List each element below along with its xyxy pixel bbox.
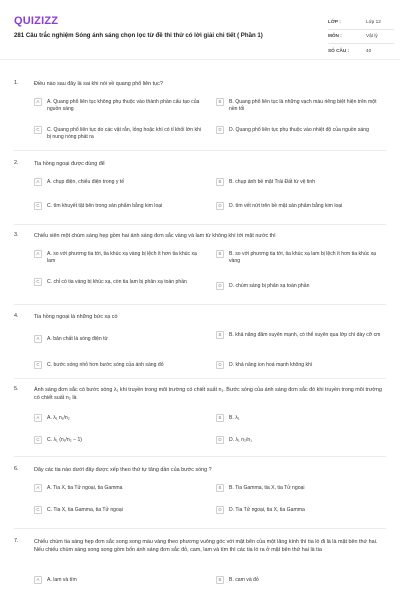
option-d[interactable] (216, 202, 386, 210)
option-letter-box[interactable]: B (216, 576, 224, 584)
meta-box (328, 15, 394, 59)
option-b[interactable] (216, 331, 386, 339)
question-number: 4. (14, 313, 19, 319)
option-b[interactable] (216, 98, 386, 113)
option-letter-box[interactable]: C (34, 278, 42, 286)
option-letter-box[interactable]: B (216, 250, 224, 258)
question-number: 5. (14, 386, 19, 392)
option-text: A. bản chất là sóng điện từ (47, 335, 108, 342)
option-d[interactable] (216, 436, 386, 444)
option-a[interactable] (34, 414, 204, 422)
divider (14, 224, 386, 225)
option-text: C. bước sóng nhỏ hơn bước sóng của ánh sáng đỏ (47, 361, 164, 368)
option-text: D. Quang phổ liên tục phụ thuộc vào nhiệt độ của nguồn sáng (229, 126, 369, 133)
question-text: Chiếu xiên một chùm sáng hẹp gồm hai ánh sáng đơn sắc vàng và lam từ không khí tới mặt nước thì (34, 233, 276, 239)
question-number: 3. (14, 232, 19, 238)
question-text: Dãy các tia nào dưới đây được xếp theo thứ tự tăng dần của bước sóng ? (34, 467, 212, 473)
option-letter-box[interactable]: B (216, 414, 224, 422)
option-letter-box[interactable]: B (216, 178, 224, 186)
divider (14, 456, 386, 457)
option-text: C. chỉ có tia vàng bị khúc xạ, còn tia lam bị phản xạ toàn phần (47, 278, 187, 285)
option-text: A. Quang phổ liên tục không phụ thuộc vào thành phần cấu tạo của nguồn sáng (47, 98, 200, 112)
option-letter-box[interactable]: C (34, 436, 42, 444)
question-text: Điều nào sau đây là sai khi nói về quang phổ liên tục? (34, 81, 163, 87)
option-c[interactable] (34, 361, 204, 369)
option-text: D. tìm vết nứt trên bề mặt sản phẩm bằng kim loại (229, 202, 343, 209)
divider (14, 378, 386, 379)
option-text: A. Tia X, tia Tử ngoại, tia Gamma (47, 484, 123, 491)
option-text: B. khả năng đâm xuyên mạnh, có thể xuyên qua lớp chì dày cỡ cm (229, 331, 381, 338)
option-c[interactable] (34, 436, 204, 444)
meta-value: 40 (366, 48, 372, 54)
option-text: D. Tia Tử ngoại, tia X, tia Gamma (229, 506, 305, 513)
option-letter-box[interactable]: D (216, 282, 224, 290)
option-text: B. Quang phổ liên tục là những vạch màu riêng biệt hiện trên một nền tối (229, 98, 377, 112)
question-text: Ánh sáng đơn sắc có bước sóng λ₁ khi truyền trong môi trường có chiết suất n₁. Bước sóng của ánh sáng đơn sắc đó khi truyền trong môi trường có chiết suất n₂ là (34, 387, 382, 402)
option-letter-box[interactable]: A (34, 98, 42, 106)
question-text: Chiếu chùm tia sáng hẹp đơn sắc song song màu vàng theo phương vuông góc với mặt bên của một lăng kính thì tia ló đi là là mặt bên thứ hai. Nếu chiếu chùm sáng song song gồm bốn ánh sáng đơn sắc đỏ, cam, lam và tím thì các tia ló ra ở mặt bên thứ hai là tia (34, 539, 378, 554)
option-d[interactable] (216, 282, 386, 290)
quizizz-logo: QUIZIZZ (14, 15, 59, 27)
option-d[interactable] (216, 126, 386, 134)
option-text: D. khả năng ion hoá mạnh không khí (229, 361, 313, 368)
meta-value: Vật lý (366, 33, 378, 39)
divider (14, 528, 386, 529)
option-text: C. Quang phổ liên tục do các vật rắn, lỏng hoặc khí có tỉ khối lớn khi bị nung nóng phát ra (47, 126, 201, 140)
option-text: A. chụp điện, chiếu điện trong y tế (47, 178, 125, 185)
option-letter-box[interactable]: A (34, 484, 42, 492)
option-letter-box[interactable]: D (216, 436, 224, 444)
meta-row-count (328, 44, 394, 59)
document-title: 281 Câu trắc nghiệm Sóng ánh sáng chọn lọc từ đề thi thử có lời giải chi tiết ( Phần 1) (14, 32, 263, 39)
option-c[interactable] (34, 202, 204, 210)
option-text: B. chụp ảnh bề mặt Trái Đất từ vệ tinh (229, 178, 316, 185)
option-letter-box[interactable]: C (34, 506, 42, 514)
question-number: 1. (14, 80, 19, 86)
option-letter-box[interactable]: B (216, 98, 224, 106)
question-number: 7. (14, 538, 19, 544)
meta-value: Lớp 12 (366, 18, 381, 24)
option-b[interactable] (216, 576, 386, 584)
option-text: B. cam và đỏ (229, 576, 259, 583)
option-a[interactable] (34, 484, 204, 492)
option-a[interactable] (34, 335, 204, 343)
option-letter-box[interactable]: C (34, 126, 42, 134)
meta-label: MÔN : (328, 33, 342, 39)
option-letter-box[interactable]: D (216, 202, 224, 210)
option-text: D. chùm sáng bị phản xạ toàn phần (229, 282, 310, 289)
option-text: C. tìm khuyết tật bên trong sản phẩm bằng kim loại (47, 202, 163, 209)
option-a[interactable] (34, 250, 204, 265)
meta-label: LỚP : (328, 18, 341, 24)
question-number: 6. (14, 466, 19, 472)
option-b[interactable] (216, 414, 386, 422)
meta-label: SỐ CÂU : (328, 48, 350, 54)
option-letter-box[interactable]: C (34, 202, 42, 210)
option-letter-box[interactable]: A (34, 576, 42, 584)
option-text: D. λ₁ n₂/n₁ (229, 436, 252, 443)
option-text: B. so với phương tia tới, tia khúc xạ lam bị lệch ít hơn tia khúc xạ vàng (229, 250, 377, 264)
option-letter-box[interactable]: A (34, 178, 42, 186)
divider (14, 150, 386, 151)
option-a[interactable] (34, 178, 204, 186)
meta-row-subject (328, 30, 394, 45)
option-a[interactable] (34, 98, 204, 113)
option-letter-box[interactable]: B (216, 484, 224, 492)
meta-row-class (328, 15, 394, 30)
option-letter-box[interactable]: C (34, 361, 42, 369)
option-d[interactable] (216, 506, 386, 514)
option-letter-box[interactable]: A (34, 250, 42, 258)
question-number: 2. (14, 160, 19, 166)
option-text: A. lam và tím (47, 576, 77, 583)
option-text: A. λ₁ n₁/n₂ (47, 414, 70, 421)
option-letter-box[interactable]: D (216, 361, 224, 369)
option-text: B. Tia Gamma, tia X, tia Tử ngoại (229, 484, 305, 491)
question-text: Tia hồng ngoại được dùng để (34, 161, 105, 167)
option-d[interactable] (216, 361, 386, 369)
option-letter-box[interactable]: D (216, 126, 224, 134)
option-c[interactable] (34, 278, 204, 286)
option-letter-box[interactable]: D (216, 506, 224, 514)
option-a[interactable] (34, 576, 204, 584)
option-text: C. λ₁ (n₁/n₂ − 1) (47, 436, 82, 443)
option-letter-box[interactable]: A (34, 414, 42, 422)
option-letter-box[interactable]: A (34, 335, 42, 343)
option-c[interactable] (34, 126, 204, 141)
option-text: A. so với phương tia tới, tia khúc xạ vàng bị lệch ít hơn tia khúc xạ lam (47, 250, 197, 264)
divider (14, 304, 386, 305)
option-text: C. Tia X, tia Gamma, tia Tử ngoại (47, 506, 123, 513)
option-b[interactable] (216, 178, 386, 186)
option-b[interactable] (216, 484, 386, 492)
option-b[interactable] (216, 250, 386, 265)
question-text: Tia hồng ngoại là những bức xạ có (34, 314, 118, 320)
option-c[interactable] (34, 506, 204, 514)
document-header (0, 0, 400, 60)
option-letter-box[interactable]: B (216, 331, 224, 339)
option-text: B. λ₁ (229, 414, 240, 421)
